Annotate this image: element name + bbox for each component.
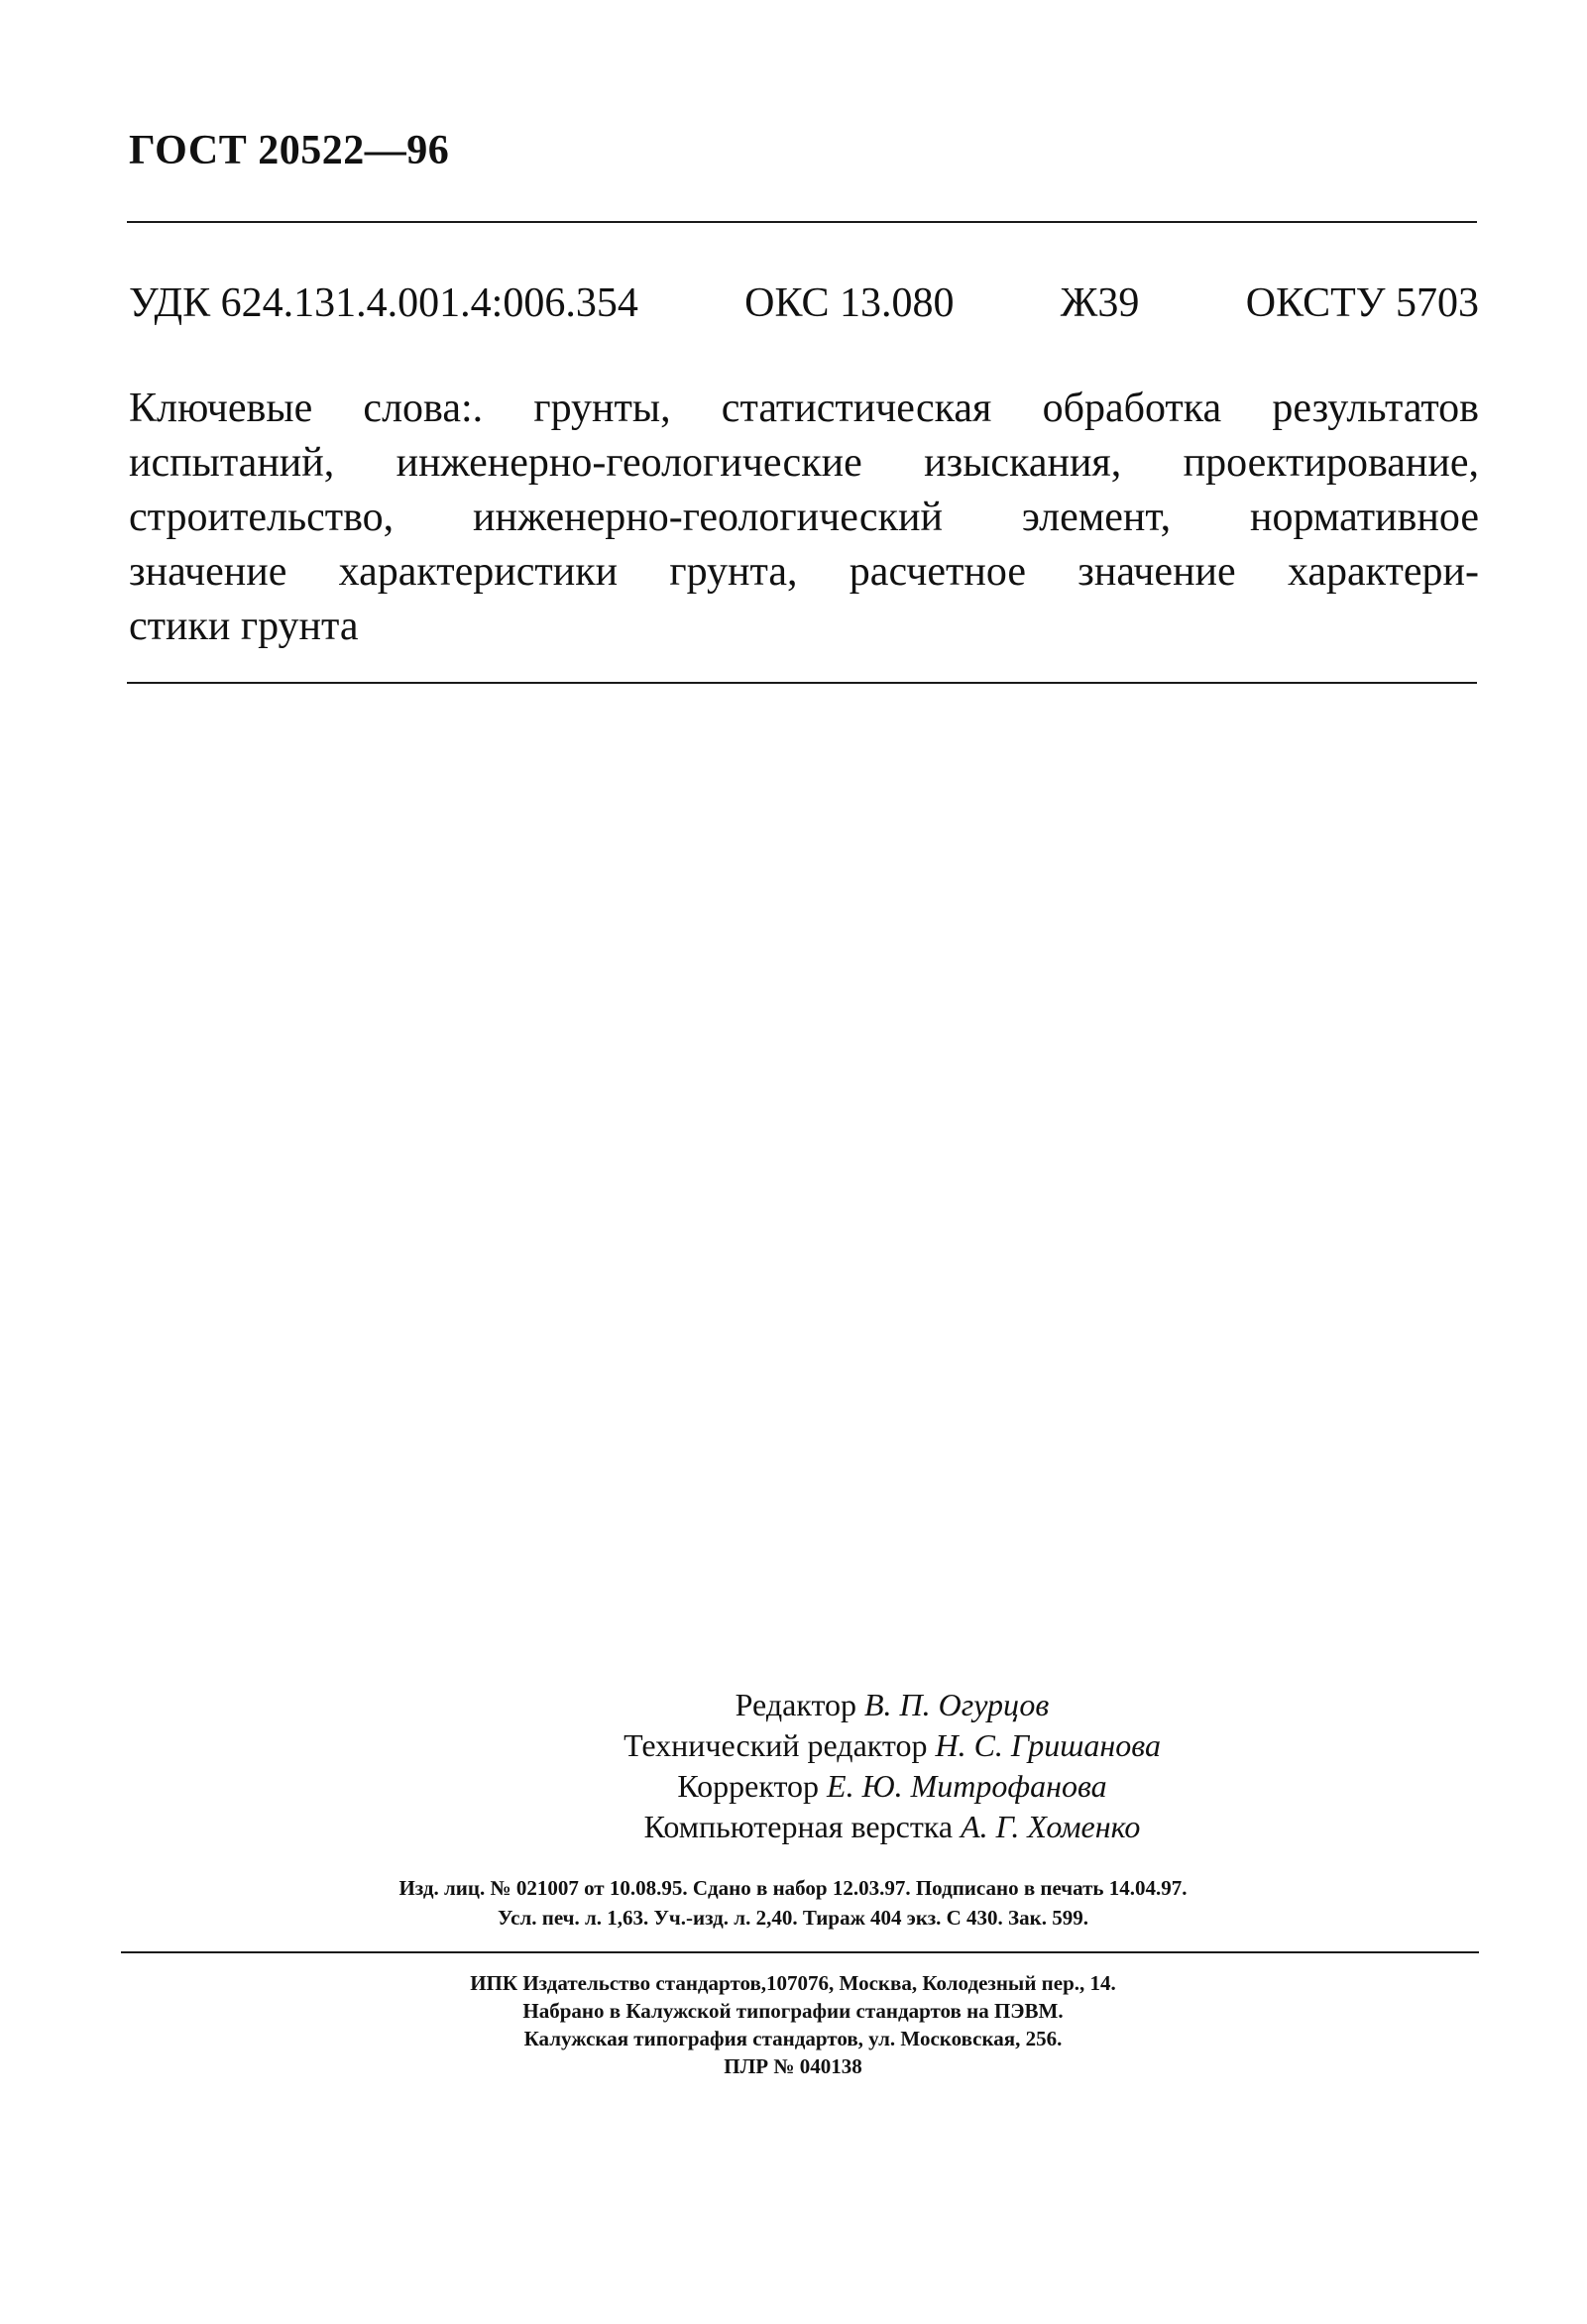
credit-role: Компьютерная верстка	[643, 1809, 954, 1844]
standard-title: ГОСТ 20522—96	[129, 128, 450, 173]
keywords-block	[129, 382, 1479, 654]
imprint-line: Усл. печ. л. 1,63. Уч.-изд. л. 2,40. Тираж 404 экз. С 430. Зак. 599.	[497, 1906, 1088, 1930]
credit-person: Н. С. Гришанова	[935, 1727, 1161, 1763]
credit-role: Редактор	[735, 1687, 856, 1722]
publisher-block	[198, 1969, 1388, 2080]
credit-role: Технический редактор	[623, 1727, 928, 1763]
credit-line-corrector	[397, 1766, 1388, 1807]
publisher-line: Калужская типография стандартов, ул. Московская, 256.	[523, 2027, 1063, 2050]
keywords-line: Ключевые слова:. грунты, статистическая обработка результатов	[129, 386, 1479, 431]
credit-line-editor	[397, 1685, 1388, 1725]
publisher-line: ИПК Издательство стандартов,107076, Москва, Колодезный пер., 14.	[470, 1971, 1116, 1995]
top-divider	[127, 221, 1477, 223]
okstu-code: ОКСТУ 5703	[1245, 280, 1479, 326]
publisher-line: Набрано в Калужской типографии стандартов на ПЭВМ.	[522, 1999, 1064, 2023]
credit-line-tech-editor	[397, 1725, 1388, 1766]
bottom-divider	[121, 1951, 1479, 1953]
imprint-block	[198, 1873, 1388, 1933]
credit-person: А. Г. Хоменко	[961, 1809, 1141, 1844]
group-code: Ж39	[1060, 280, 1140, 326]
keywords-line: значение характеристики грунта, расчетное значение характери-	[129, 549, 1479, 595]
oks-code: ОКС 13.080	[744, 280, 955, 326]
publisher-line: ПЛР № 040138	[724, 2054, 862, 2078]
udk-code: УДК 624.131.4.001.4:006.354	[129, 280, 638, 326]
credit-line-layout	[397, 1807, 1388, 1847]
credit-role: Корректор	[677, 1768, 820, 1804]
credit-person: В. П. Огурцов	[864, 1687, 1050, 1722]
middle-divider	[127, 682, 1477, 684]
credit-person: Е. Ю. Митрофанова	[827, 1768, 1107, 1804]
credits-block	[397, 1685, 1388, 1847]
imprint-line: Изд. лиц. № 021007 от 10.08.95. Сдано в набор 12.03.97. Подписано в печать 14.04.97.	[398, 1876, 1188, 1900]
keywords-line: испытаний, инженерно-геологические изыскания, проектирование,	[129, 440, 1479, 486]
classification-codes	[129, 279, 1479, 327]
keywords-line: строительство, инженерно-геологический элемент, нормативное	[129, 495, 1479, 540]
keywords-line: стики грунта	[129, 604, 359, 649]
